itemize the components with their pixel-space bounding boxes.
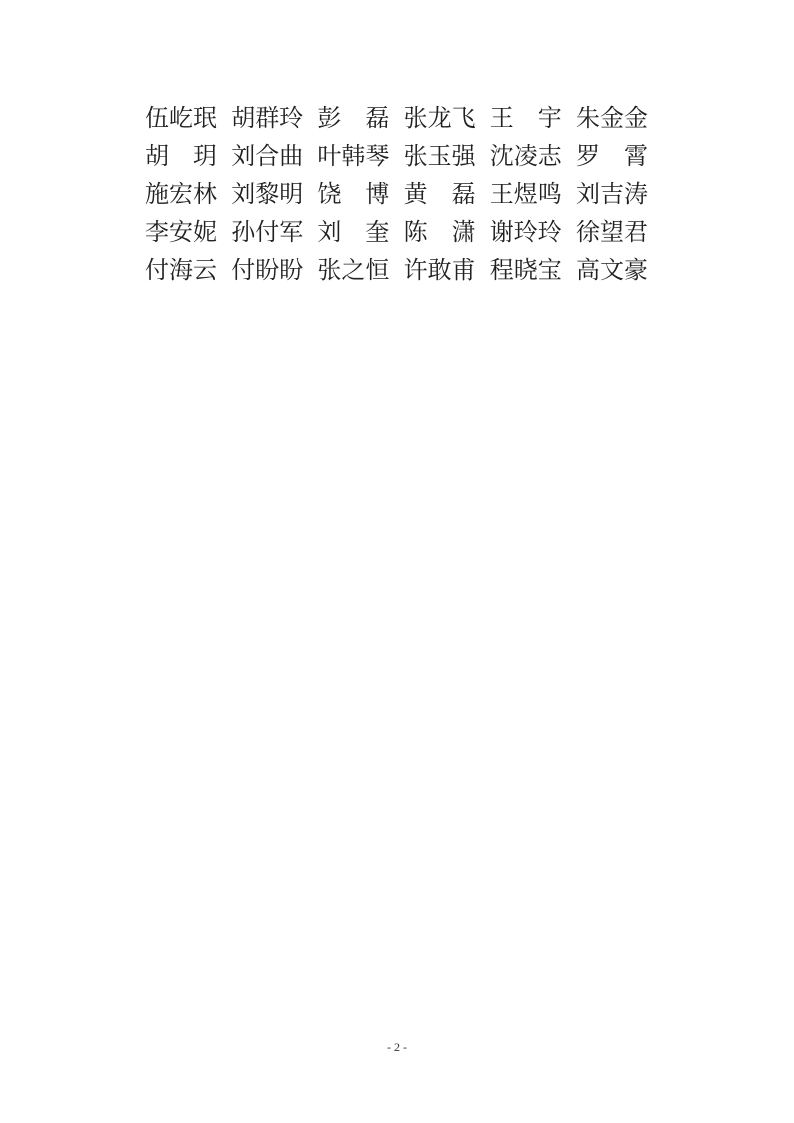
person-name: 刘 吉 涛	[575, 182, 648, 208]
person-name: 胡 玥	[145, 144, 217, 170]
person-name: 张 龙 飞	[403, 106, 476, 132]
person-name: 陈 潇	[403, 220, 476, 246]
person-name: 胡 群 玲	[231, 106, 304, 132]
person-name: 孙 付 军	[231, 220, 304, 246]
person-name: 张 玉 强	[403, 144, 476, 170]
name-row	[145, 100, 648, 138]
person-name: 徐 望 君	[575, 220, 648, 246]
person-name: 刘 黎 明	[231, 182, 304, 208]
person-name: 伍 屹 珉	[145, 106, 217, 132]
person-name: 饶 博	[317, 182, 390, 208]
person-name: 程 晓 宝	[489, 258, 562, 284]
person-name: 沈 凌 志	[489, 144, 562, 170]
name-row	[145, 138, 648, 176]
person-name: 李 安 妮	[145, 220, 217, 246]
person-name: 罗 霄	[575, 144, 648, 170]
person-name: 付 盼 盼	[231, 258, 304, 284]
person-name: 王 煜 鸣	[489, 182, 562, 208]
name-row	[145, 252, 648, 290]
person-name: 朱 金 金	[575, 106, 648, 132]
name-row	[145, 176, 648, 214]
person-name: 彭 磊	[317, 106, 390, 132]
person-name: 黄 磊	[403, 182, 476, 208]
person-name: 谢 玲 玲	[489, 220, 562, 246]
person-name: 施 宏 林	[145, 182, 217, 208]
name-list	[145, 100, 648, 290]
name-row	[145, 214, 648, 252]
person-name: 张 之 恒	[317, 258, 390, 284]
person-name: 刘 奎	[317, 220, 390, 246]
person-name: 许 敢 甫	[403, 258, 476, 284]
person-name: 刘 合 曲	[231, 144, 304, 170]
person-name: 王 宇	[489, 106, 562, 132]
person-name: 高 文 豪	[575, 258, 648, 284]
person-name: 付 海 云	[145, 258, 217, 284]
page-number: - 2 -	[387, 1040, 407, 1054]
person-name: 叶 韩 琴	[317, 144, 390, 170]
